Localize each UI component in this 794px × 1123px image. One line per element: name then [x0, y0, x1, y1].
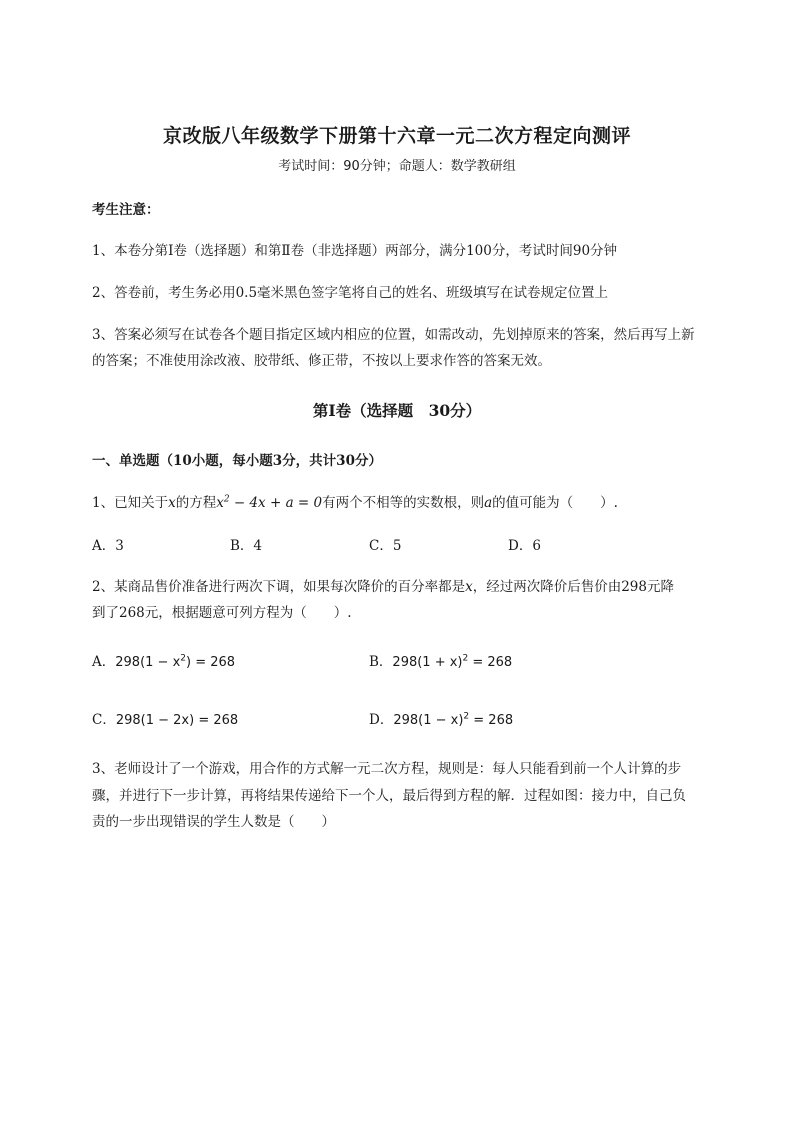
q2-suffix: ，经过两次降价后售价由298元降 [472, 579, 674, 595]
q2-c-label: C． [92, 712, 116, 728]
q2-option-a[interactable] [92, 653, 235, 672]
q1-suffix: 的值可能为（ ）. [492, 495, 618, 511]
q2-a-exp: 2 [180, 653, 186, 664]
q2-b-pre: 298(1 + x) [392, 655, 463, 670]
q1-eq-rest: − 4x + a = 0 [229, 495, 323, 511]
q2-d-formula [393, 713, 513, 728]
notice-item-3: 3、答案必须写在试卷各个题目指定区域内相应的位置，如需改动，先划掉原来的答案，然后再写上新 [92, 327, 695, 343]
q2-d-post: = 268 [469, 713, 514, 728]
page-title: 京改版八年级数学下册第十六章一元二次方程定向测评 [162, 125, 631, 147]
q2-b-post: = 268 [468, 655, 513, 670]
q2-option-d[interactable] [369, 711, 513, 730]
q1-option-d[interactable]: D．6 [508, 538, 541, 554]
question-2-line-1 [92, 578, 712, 596]
q1-prefix: 1、已知关于 [92, 495, 169, 511]
q2-d-exp: 2 [463, 711, 470, 722]
q1-equation [216, 495, 322, 511]
q2-b-formula [392, 655, 512, 670]
q2-var-x: x [465, 579, 473, 595]
q1-option-a[interactable]: A．3 [92, 538, 124, 554]
q1-option-c[interactable]: C．5 [369, 538, 402, 554]
notice-item-1: 1、本卷分第Ⅰ卷（选择题）和第Ⅱ卷（非选择题）两部分，满分100分，考试时间90分钟 [92, 243, 618, 259]
q2-c-formula: 298(1 − 2x) = 268 [115, 713, 239, 728]
q2-a-formula [115, 655, 235, 670]
question-3-line-3: 责的一步出现错误的学生人数是（ ） [92, 814, 335, 830]
q2-b-exp: 2 [462, 653, 469, 664]
notice-heading: 考生注意： [92, 202, 160, 218]
q2-a-pre: 298(1 − x [115, 655, 181, 670]
notice-item-2: 2、答卷前，考生务必用0.5毫米黑色签字笔将自己的姓名、班级填写在试卷规定位置上 [92, 285, 609, 301]
question-2-line-2: 到了268元，根据题意可列方程为（ ）. [92, 605, 352, 621]
section-title: 第Ⅰ卷（选择题 30分） [312, 401, 482, 420]
part-title: 一、单选题（10小题，每小题3分，共计30分） [92, 453, 382, 469]
q1-var-x: x [168, 495, 176, 511]
q2-option-c[interactable] [92, 711, 238, 730]
question-3-line-1: 3、老师设计了一个游戏，用合作的方式解一元二次方程，规则是：每人只能看到前一个人计算的步 [92, 761, 682, 777]
notice-item-3-cont: 的答案；不准使用涂改液、胶带纸、修正带，不按以上要求作答的答案无效。 [92, 353, 551, 369]
question-3-line-2: 骤，并进行下一步计算，再将结果传递给下一个人，最后得到方程的解．过程如图：接力中，自己负 [92, 788, 686, 804]
q1-mid2: 有两个不相等的实数根，则 [322, 495, 485, 511]
q2-option-b[interactable] [369, 653, 512, 672]
q2-a-post: ) = 268 [186, 655, 236, 670]
q2-prefix: 2、某商品售价准备进行两次下调，如果每次降价的百分率都是 [92, 579, 466, 595]
q2-d-pre: 298(1 − x) [393, 713, 464, 728]
q1-eq-x: x [216, 495, 224, 511]
q1-option-b[interactable]: B．4 [230, 538, 263, 554]
exam-info: 考试时间：90分钟；命题人：数学教研组 [278, 159, 516, 174]
question-1 [92, 494, 712, 512]
q1-mid: 的方程 [175, 495, 217, 511]
q1-var-a: a [484, 495, 493, 511]
q2-a-label: A． [92, 654, 116, 670]
q2-d-label: D． [369, 712, 394, 728]
q1-eq-exp: 2 [223, 494, 230, 505]
q2-b-label: B． [369, 654, 393, 670]
